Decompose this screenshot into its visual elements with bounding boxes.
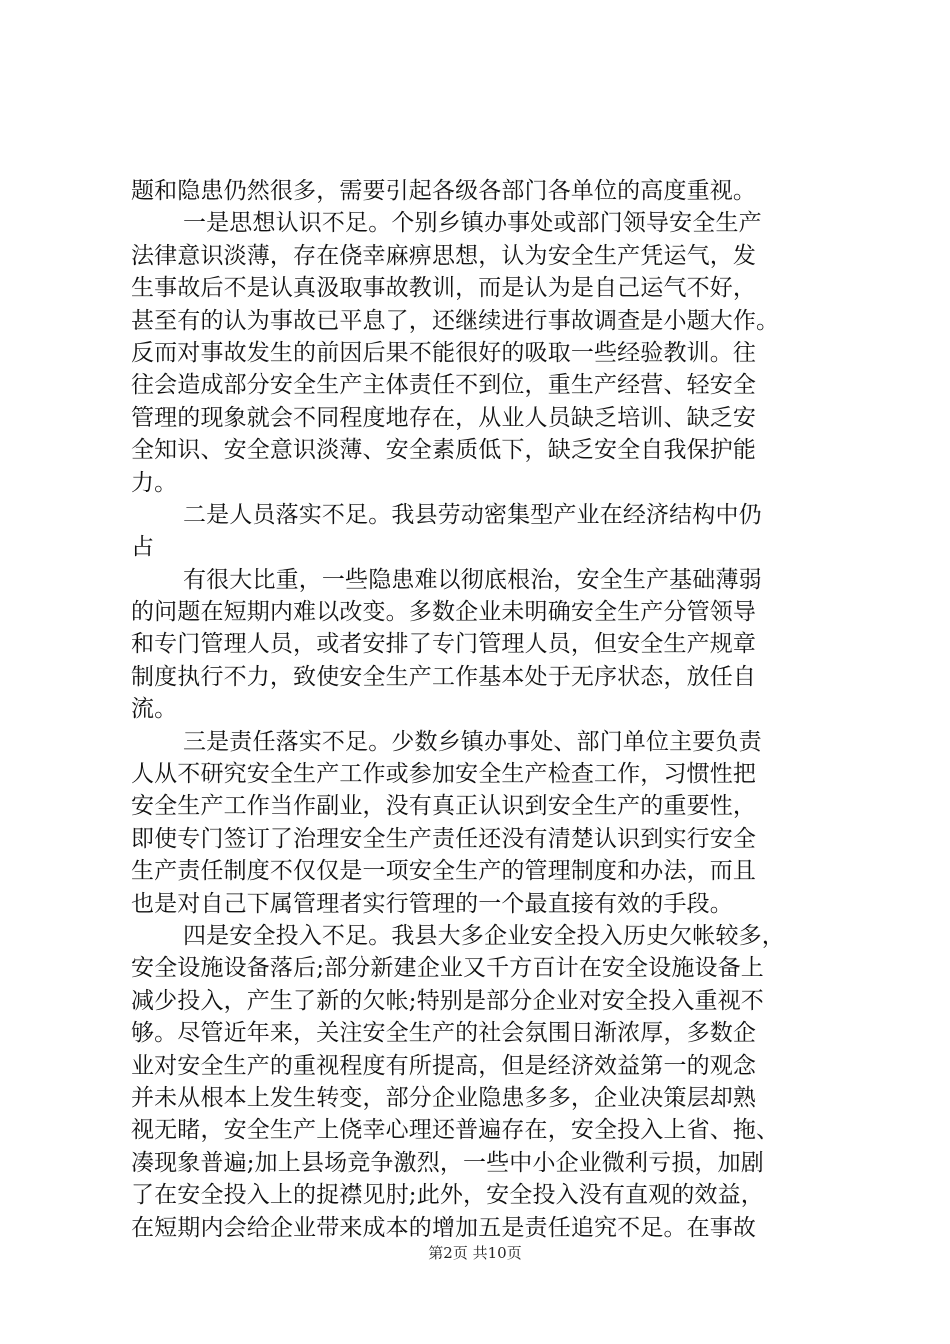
text-line: 生产责任制度不仅仅是一项安全生产的管理制度和办法，而且 [131,858,757,885]
text-line: 法律意识淡薄，存在侥幸麻痹思想，认为安全生产凭运气，发 [131,242,757,269]
text-line: 和专门管理人员，或者安排了专门管理人员，但安全生产规章 [131,631,757,658]
text-line: 生事故后不是认真汲取事故教训，而是认为是自己运气不好， [131,275,757,302]
text-line: 四是安全投入不足。我县大多企业安全投入历史欠帐较多， [183,922,785,949]
text-line: 往会造成部分安全生产主体责任不到位，重生产经营、轻安全 [131,372,757,399]
text-line: 业对安全生产的重视程度有所提高，但是经济效益第一的观念 [131,1052,757,1079]
text-line: 占 [131,534,155,561]
text-line: 二是人员落实不足。我县劳动密集型产业在经济结构中仍 [183,501,762,528]
text-line: 安全设施设备落后;部分新建企业又千方百计在安全设施设备上 [131,955,764,982]
text-line: 视无睹，安全生产上侥幸心理还普遍存在，安全投入上省、拖、 [131,1117,780,1144]
text-line: 三是责任落实不足。少数乡镇办事处、部门单位主要负责 [183,728,762,755]
text-line: 也是对自己下属管理者实行管理的一个最直接有效的手段。 [131,890,733,917]
text-line: 在短期内会给企业带来成本的增加五是责任追究不足。在事故 [131,1214,757,1241]
text-line: 够。尽管近年来，关注安全生产的社会氛围日渐浓厚，多数企 [131,1020,757,1047]
page-footer: 第2页 共10页 [428,1244,522,1262]
text-line: 减少投入，产生了新的欠帐;特别是部分企业对安全投入重视不 [131,987,764,1014]
text-line: 并未从根本上发生转变，部分企业隐患多多，企业决策层却熟 [131,1084,757,1111]
text-line: 制度执行不力，致使安全生产工作基本处于无序状态，放任自 [131,663,757,690]
text-line: 安全生产工作当作副业，没有真正认识到安全生产的重要性， [131,793,757,820]
text-line: 一是思想认识不足。个别乡镇办事处或部门领导安全生产 [183,210,762,237]
text-line: 的问题在短期内难以改变。多数企业未明确安全生产分管领导 [131,599,757,626]
text-line: 力。 [131,469,178,496]
text-line: 甚至有的认为事故已平息了，还继续进行事故调查是小题大作。 [131,307,780,334]
text-line: 了在安全投入上的捉襟见肘;此外，安全投入没有直观的效益， [131,1182,764,1209]
text-line: 人从不研究安全生产工作或参加安全生产检查工作，习惯性把 [131,761,757,788]
text-line: 题和隐患仍然很多，需要引起各级各部门各单位的高度重视。 [131,178,757,204]
text-line: 即使专门签订了治理安全生产责任还没有清楚认识到实行安全 [131,825,757,852]
text-line: 有很大比重，一些隐患难以彻底根治，安全生产基础薄弱 [183,566,762,593]
text-line: 凑现象普遍;加上县场竞争激烈，一些中小企业微利亏损，加剧 [131,1149,764,1176]
text-line: 流。 [131,696,178,723]
text-line: 管理的现象就会不同程度地存在，从业人员缺乏培训、缺乏安 [131,404,757,431]
body-text [131,175,831,1244]
text-line: 反而对事故发生的前因后果不能很好的吸取一些经验教训。往 [131,339,757,366]
text-line: 全知识、安全意识淡薄、安全素质低下，缺乏安全自我保护能 [131,437,757,464]
